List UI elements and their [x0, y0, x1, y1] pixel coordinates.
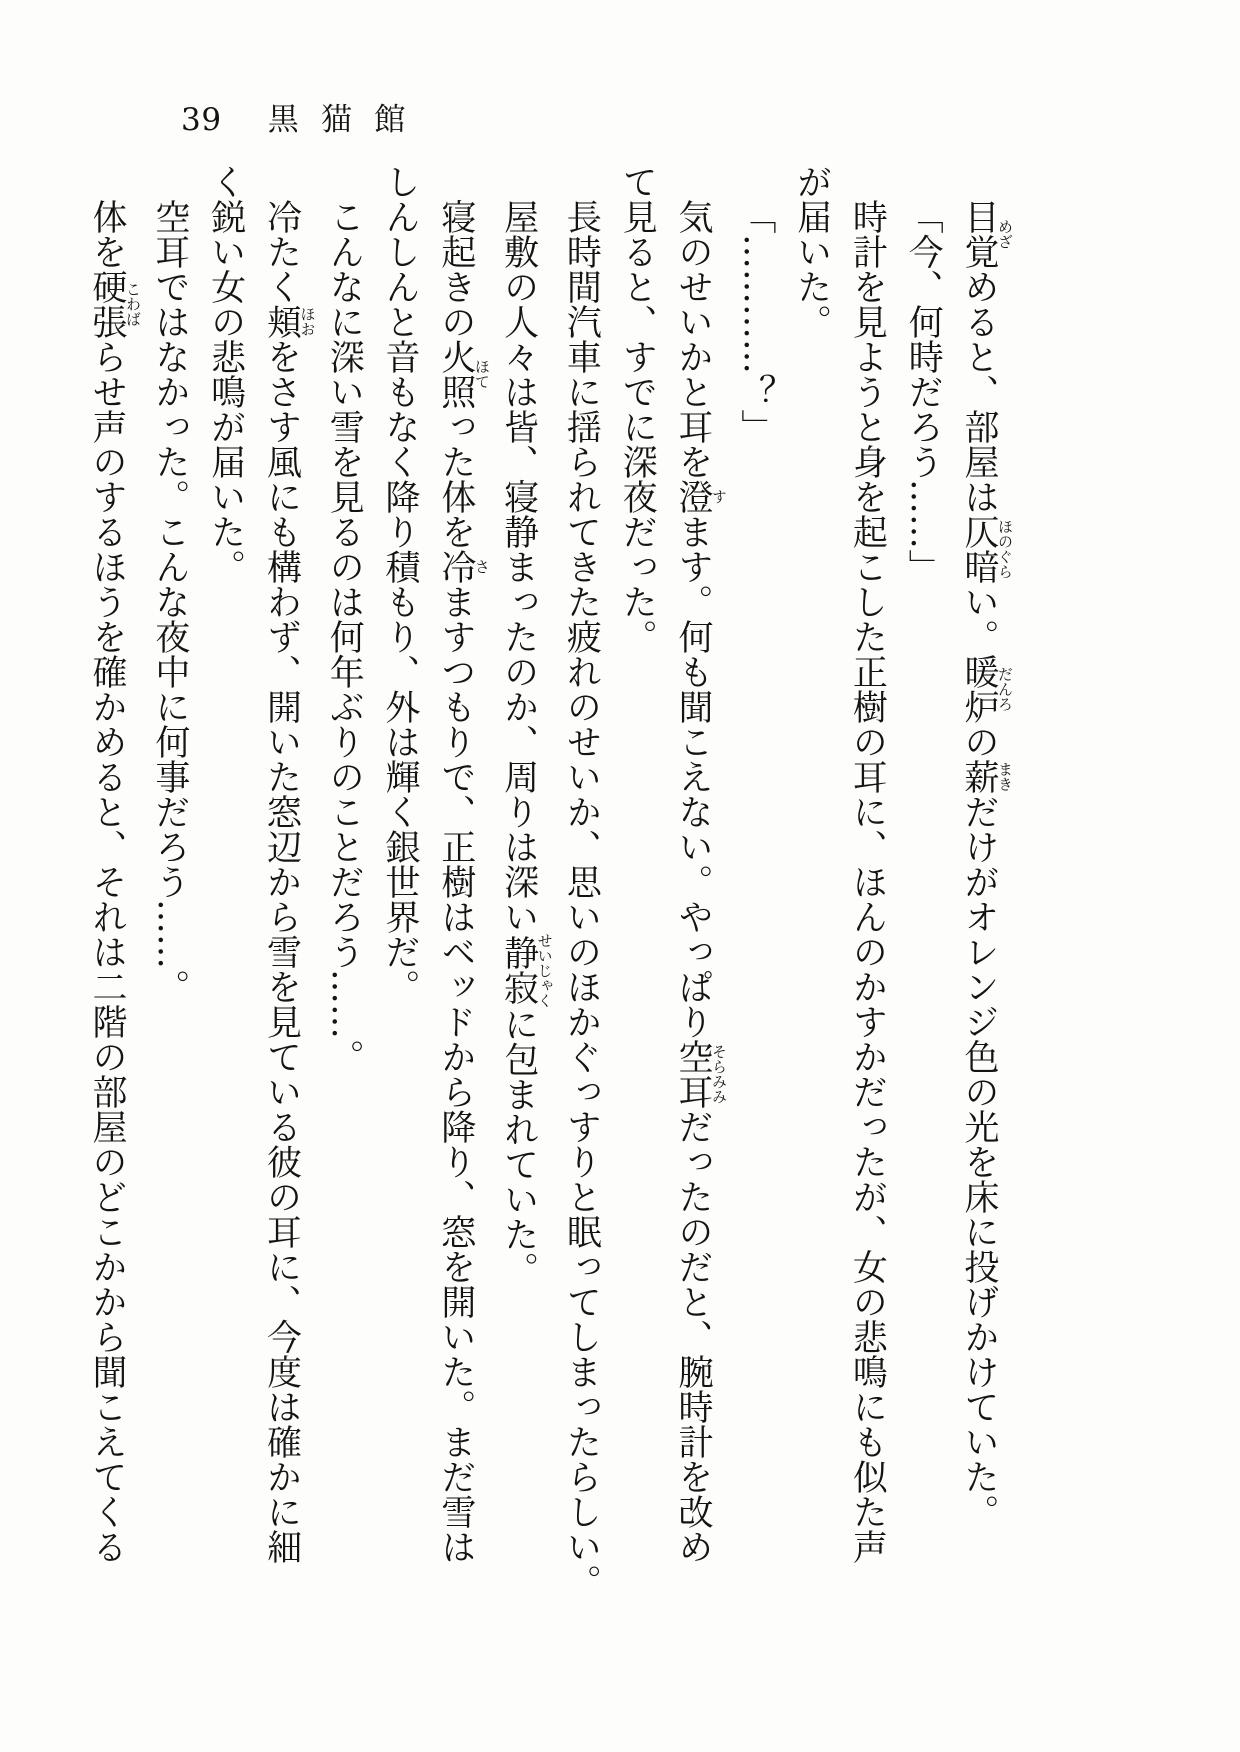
page-number: 39 — [181, 102, 222, 138]
furigana-term: 頬ほお — [261, 304, 317, 339]
furigana-term: 静寂せいじゃく — [498, 932, 554, 1008]
paragraph-3: 時計を見ようと身を起こした正樹の耳に、ほんのかすかだったが、女の悲鳴にも似た声 が届いた。 — [791, 164, 888, 1564]
furigana-term: 薪まき — [959, 759, 1014, 794]
book-title: 黒猫館 — [267, 102, 428, 138]
paragraph-8: 寝起きの火照ほてった体を冷さますつもりで、正樹はベッドから降り、窓を開いた。まだ雪は しんしんと音もなく降り積もり、外は輝く銀世界だ。 — [380, 164, 491, 1564]
paragraph-6: 長時間汽車に揺られてきた疲れのせいか、思いのほかぐっすりと眠ってしまったらしい。 — [561, 199, 602, 1599]
paragraph-1: 目覚めざめると、部屋は仄暗ほのぐらい。暖炉だんろの薪まきだけがオレンジ色の光を床に投げかけていた。 — [959, 199, 1014, 1529]
page-header — [181, 94, 428, 139]
paragraph-12: 体を硬張こわばらせ声のするほうを確かめると、それは二階の部屋のどこかから聞こえてくる — [87, 199, 143, 1564]
furigana-term: 硬張こわば — [87, 269, 143, 339]
text-body — [78, 164, 1013, 1624]
paragraph-4: 「…………？」 — [735, 199, 776, 444]
furigana-term: 澄す — [673, 479, 729, 514]
paragraph-9: こんなに深い雪を見るのは何年ぶりのことだろう……。 — [324, 199, 365, 1074]
paragraph-2: 「今、何時だろう……」 — [903, 199, 944, 584]
furigana-term: 冷さ — [435, 549, 491, 584]
furigana-term: 火照ほて — [435, 339, 491, 409]
paragraph-10: 冷たく頬ほおをさす風にも構わず、開いた窓辺から雪を見ている彼の耳に、今度は確かに細 く鋭い女の悲鳴が届いた。 — [205, 164, 317, 1564]
furigana-term: 仄暗ほのぐら — [959, 514, 1014, 584]
paragraph-11: 空耳ではなかった。こんな夜中に何事だろう……。 — [149, 199, 190, 1004]
furigana-term: 空耳そらみみ — [673, 1039, 729, 1109]
furigana-term: 目覚めざ — [959, 199, 1014, 269]
furigana-term: 暖炉だんろ — [959, 654, 1014, 724]
paragraph-7: 屋敷の人々は皆、寝静まったのか、周りは深い静寂せいじゃくに包まれていた。 — [498, 199, 554, 1287]
paragraph-5: 気のせいかと耳を澄すます。何も聞こえない。やっぱり空耳そらみみだったのだと、腕時計を改め て見ると、すでに深夜だった。 — [617, 164, 729, 1564]
